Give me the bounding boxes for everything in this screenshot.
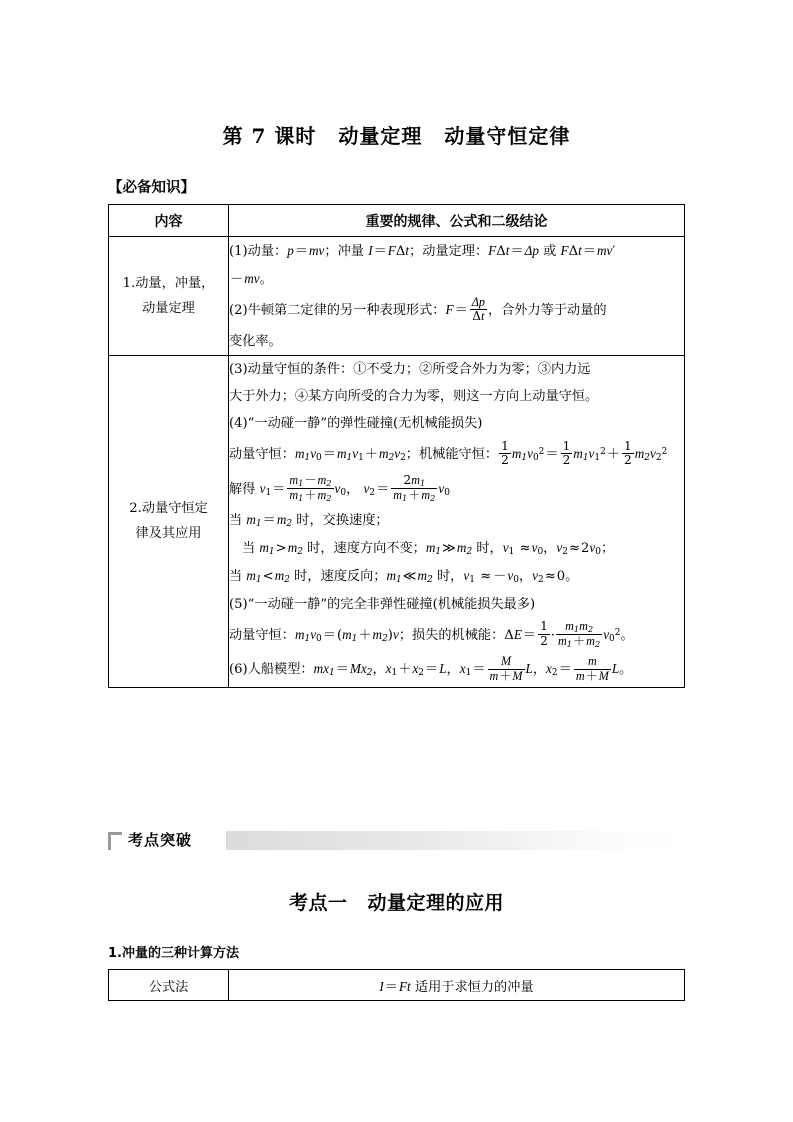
row-category-momentum-conservation [109,355,229,687]
formula-item-5: (5)“一动碰一静”的完全非弹性碰撞(机械能损失最多) [229,596,536,612]
kaodian-number: 考点一 [288,892,348,914]
formula-item-5-equations: 动量守恒：$m_1v_0=(m_1+m_2)v$；损失的机械能：ΔE＝ $\frac{1}{2}$ · $\frac{m_1m_2}{m_1+m_2}$ $v_0^2$。 [229,618,634,649]
title-topic-2: 动量守恒定律 [444,124,571,148]
formula-item-2-cont: 变化率。 [229,333,282,349]
page-title [0,120,793,149]
kaodian-name: 动量定理的应用 [367,892,505,914]
formula-item-6: (6)人船模型：$mx_1=Mx_2$，$x_1+x_2=L$，$x_1=$ $\frac{M}{m+M}$ L，$x_2=$ $\frac{m}{m+M}$ L。 [229,654,633,683]
title-topic-1: 动量定理 [338,124,423,148]
corner-bracket-icon [108,832,122,850]
category-line-1: 2.动量守恒定 [129,501,208,517]
table-header-row [109,205,685,237]
formula-item-equal-mass: 当 $m_1=m_2$ 时，交换速度； [229,512,389,530]
formula-item-1-cont: －mv。 [230,271,273,288]
breakthrough-banner [108,831,685,853]
impulse-methods-table [108,969,685,1001]
formula-item-2: (2)牛顿第二定律的另一种表现形式：F＝ $\frac{\Delta p}{\Delta t}$ ，合外力等于动量的 [229,294,607,324]
subsection-heading: 1.冲量的三种计算方法 [108,946,239,961]
column-header-content: 内容 [109,205,229,237]
formula-item-3-cont: 大于外力；④某方向所受的合力为零，则这一方向上动量守恒。 [229,388,599,404]
row-content-momentum-impulse [229,237,685,356]
formula-item-4-solution: 解得 $v_1=$ $\frac{m_1-m_2}{m_1+m_2}$ $v_0$， $v_2=$ $\frac{2m_1}{m_1+m_2}$ $v_0$ [229,472,450,503]
title-lesson: 第 7 课时 [222,124,317,148]
column-header-laws: 重要的规律、公式和二级结论 [229,205,685,237]
category-line-2: 动量定理 [142,300,195,316]
category-line-2: 律及其应用 [135,526,202,542]
breakthrough-banner-label: 考点突破 [128,831,193,849]
formula-item-greater-mass: 当 $m_1>m_2$ 时，速度方向不变；$m_1≫m_2$ 时，$v_1 \approx v_0$，$v_2\approx 2v_0$； [242,540,615,558]
formula-item-4: (4)“一动碰一静”的弹性碰撞(无机械能损失) [229,415,483,431]
row-category-momentum-impulse [109,237,229,356]
table-row [109,355,685,687]
kaodian-heading [0,888,793,915]
essential-knowledge-table [108,204,685,688]
formula-item-1: (1)动量：p＝mv；冲量 I＝FΔt；动量定理：FΔt＝Δp 或 FΔt＝mv′ [229,243,616,259]
method-description-formula: I＝Ft 适用于求恒力的冲量 [229,970,685,1001]
formula-item-3: (3)动量守恒的条件：①不受力；②所受合外力为零；③内力远 [229,361,591,377]
formula-item-4-equations: 动量守恒：$m_1v_0=m_1v_1+m_2v_2$；机械能守恒： $\frac{1}{2}$ $m_1v_0^2=$ $\frac{1}{2}$ $m_1v_1^2+$ $\frac{1}{2}$ $m_2v_2^2$ [229,438,668,468]
banner-gradient-bar [226,831,685,850]
category-line-1: 1.动量，冲量， [122,275,215,291]
section-label-essential-knowledge: 【必备知识】 [108,179,195,196]
table-row [109,237,685,356]
row-content-momentum-conservation [229,355,685,687]
formula-item-smaller-mass: 当 $m_1<m_2$ 时，速度反向；$m_1≪m_2$ 时，$v_1 \approx -v_0$，$v_2\approx 0$。 [229,568,579,586]
method-name-formula: 公式法 [109,970,229,1001]
table-row [109,970,685,1001]
